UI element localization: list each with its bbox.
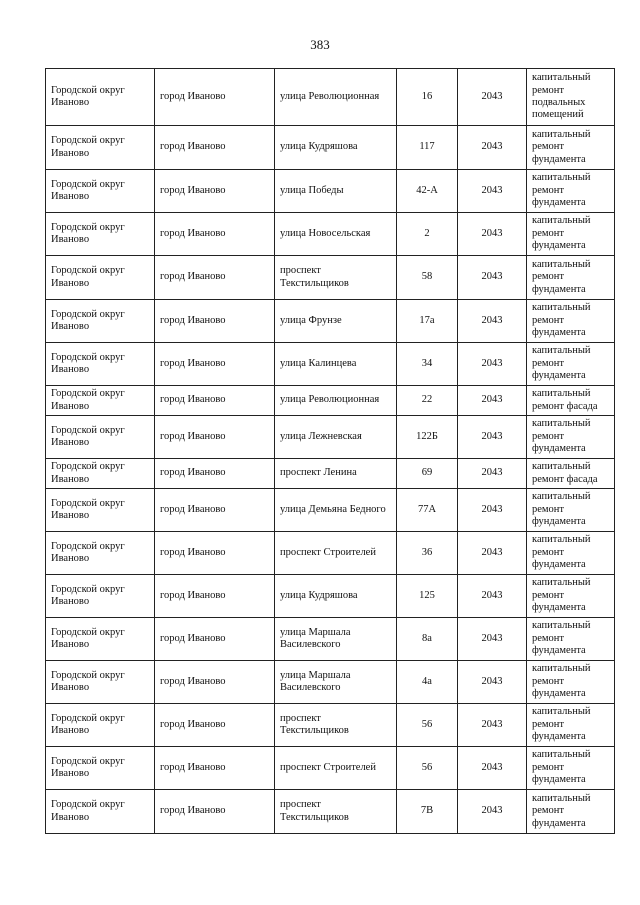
house-number-cell: 56 <box>397 747 458 790</box>
city-cell: город Иваново <box>155 170 275 213</box>
year-cell: 2043 <box>458 170 527 213</box>
table-row <box>46 575 615 618</box>
table-row <box>46 532 615 575</box>
district-cell: Городской округ Иваново <box>46 790 155 834</box>
year-cell: 2043 <box>458 256 527 300</box>
table-row <box>46 256 615 300</box>
house-number-cell: 22 <box>397 386 458 416</box>
city-cell: город Иваново <box>155 704 275 747</box>
house-number-cell: 117 <box>397 126 458 170</box>
work-type-cell: капитальный ремонт фундамента <box>527 747 615 790</box>
city-cell: город Иваново <box>155 575 275 618</box>
house-number-cell: 8а <box>397 618 458 661</box>
city-cell: город Иваново <box>155 661 275 704</box>
table-row <box>46 747 615 790</box>
city-cell: город Иваново <box>155 300 275 343</box>
year-cell: 2043 <box>458 213 527 256</box>
page-number: 383 <box>310 37 330 52</box>
street-cell: улица Кудряшова <box>275 575 397 618</box>
table-row <box>46 459 615 489</box>
work-type-cell: капитальный ремонт подвальных помещений <box>527 69 615 126</box>
table-row <box>46 661 615 704</box>
street-cell: проспект Строителей <box>275 747 397 790</box>
city-cell: город Иваново <box>155 343 275 386</box>
district-cell: Городской округ Иваново <box>46 532 155 575</box>
year-cell: 2043 <box>458 618 527 661</box>
house-number-cell: 77А <box>397 489 458 532</box>
work-type-cell: капитальный ремонт фасада <box>527 386 615 416</box>
city-cell: город Иваново <box>155 213 275 256</box>
work-type-cell: капитальный ремонт фундамента <box>527 790 615 834</box>
house-number-cell: 34 <box>397 343 458 386</box>
district-cell: Городской округ Иваново <box>46 661 155 704</box>
street-cell: улица Революционная <box>275 386 397 416</box>
district-cell: Городской округ Иваново <box>46 618 155 661</box>
year-cell: 2043 <box>458 704 527 747</box>
district-cell: Городской округ Иваново <box>46 213 155 256</box>
work-type-cell: капитальный ремонт фасада <box>527 459 615 489</box>
district-cell: Городской округ Иваново <box>46 343 155 386</box>
city-cell: город Иваново <box>155 489 275 532</box>
repair-schedule-table <box>45 68 615 834</box>
district-cell: Городской округ Иваново <box>46 704 155 747</box>
table-body <box>46 69 615 834</box>
work-type-cell: капитальный ремонт фундамента <box>527 575 615 618</box>
year-cell: 2043 <box>458 489 527 532</box>
city-cell: город Иваново <box>155 532 275 575</box>
work-type-cell: капитальный ремонт фундамента <box>527 126 615 170</box>
year-cell: 2043 <box>458 790 527 834</box>
district-cell: Городской округ Иваново <box>46 747 155 790</box>
district-cell: Городской округ Иваново <box>46 170 155 213</box>
year-cell: 2043 <box>458 575 527 618</box>
house-number-cell: 122Б <box>397 416 458 459</box>
district-cell: Городской округ Иваново <box>46 459 155 489</box>
year-cell: 2043 <box>458 343 527 386</box>
house-number-cell: 36 <box>397 532 458 575</box>
table-row <box>46 790 615 834</box>
house-number-cell: 2 <box>397 213 458 256</box>
house-number-cell: 4а <box>397 661 458 704</box>
house-number-cell: 17а <box>397 300 458 343</box>
house-number-cell: 125 <box>397 575 458 618</box>
street-cell: улица Новосельская <box>275 213 397 256</box>
street-cell: улица Маршала Василевского <box>275 618 397 661</box>
street-cell: улица Кудряшова <box>275 126 397 170</box>
year-cell: 2043 <box>458 126 527 170</box>
district-cell: Городской округ Иваново <box>46 126 155 170</box>
year-cell: 2043 <box>458 747 527 790</box>
city-cell: город Иваново <box>155 747 275 790</box>
table-row <box>46 213 615 256</box>
district-cell: Городской округ Иваново <box>46 300 155 343</box>
street-cell: улица Калинцева <box>275 343 397 386</box>
city-cell: город Иваново <box>155 790 275 834</box>
street-cell: улица Лежневская <box>275 416 397 459</box>
work-type-cell: капитальный ремонт фундамента <box>527 618 615 661</box>
year-cell: 2043 <box>458 300 527 343</box>
house-number-cell: 42-А <box>397 170 458 213</box>
street-cell: улица Победы <box>275 170 397 213</box>
work-type-cell: капитальный ремонт фундамента <box>527 661 615 704</box>
table-row <box>46 704 615 747</box>
district-cell: Городской округ Иваново <box>46 69 155 126</box>
table-row <box>46 69 615 126</box>
work-type-cell: капитальный ремонт фундамента <box>527 300 615 343</box>
year-cell: 2043 <box>458 532 527 575</box>
street-cell: проспект Текстильщиков <box>275 256 397 300</box>
table-row <box>46 343 615 386</box>
table-row <box>46 386 615 416</box>
work-type-cell: капитальный ремонт фундамента <box>527 170 615 213</box>
house-number-cell: 56 <box>397 704 458 747</box>
district-cell: Городской округ Иваново <box>46 416 155 459</box>
street-cell: проспект Строителей <box>275 532 397 575</box>
work-type-cell: капитальный ремонт фундамента <box>527 256 615 300</box>
table-row <box>46 126 615 170</box>
city-cell: город Иваново <box>155 459 275 489</box>
work-type-cell: капитальный ремонт фундамента <box>527 489 615 532</box>
street-cell: улица Революционная <box>275 69 397 126</box>
street-cell: улица Маршала Василевского <box>275 661 397 704</box>
district-cell: Городской округ Иваново <box>46 489 155 532</box>
house-number-cell: 58 <box>397 256 458 300</box>
city-cell: город Иваново <box>155 416 275 459</box>
table-row <box>46 300 615 343</box>
table-row <box>46 170 615 213</box>
district-cell: Городской округ Иваново <box>46 256 155 300</box>
street-cell: улица Фрунзе <box>275 300 397 343</box>
year-cell: 2043 <box>458 661 527 704</box>
house-number-cell: 69 <box>397 459 458 489</box>
city-cell: город Иваново <box>155 618 275 661</box>
street-cell: улица Демьяна Бедного <box>275 489 397 532</box>
city-cell: город Иваново <box>155 69 275 126</box>
year-cell: 2043 <box>458 386 527 416</box>
table-row <box>46 618 615 661</box>
table-row <box>46 489 615 532</box>
year-cell: 2043 <box>458 459 527 489</box>
city-cell: город Иваново <box>155 126 275 170</box>
work-type-cell: капитальный ремонт фундамента <box>527 532 615 575</box>
city-cell: город Иваново <box>155 386 275 416</box>
street-cell: проспект Текстильщиков <box>275 790 397 834</box>
year-cell: 2043 <box>458 416 527 459</box>
year-cell: 2043 <box>458 69 527 126</box>
work-type-cell: капитальный ремонт фундамента <box>527 213 615 256</box>
district-cell: Городской округ Иваново <box>46 386 155 416</box>
work-type-cell: капитальный ремонт фундамента <box>527 416 615 459</box>
house-number-cell: 16 <box>397 69 458 126</box>
house-number-cell: 7В <box>397 790 458 834</box>
district-cell: Городской округ Иваново <box>46 575 155 618</box>
street-cell: проспект Текстильщиков <box>275 704 397 747</box>
street-cell: проспект Ленина <box>275 459 397 489</box>
work-type-cell: капитальный ремонт фундамента <box>527 343 615 386</box>
table-row <box>46 416 615 459</box>
work-type-cell: капитальный ремонт фундамента <box>527 704 615 747</box>
city-cell: город Иваново <box>155 256 275 300</box>
